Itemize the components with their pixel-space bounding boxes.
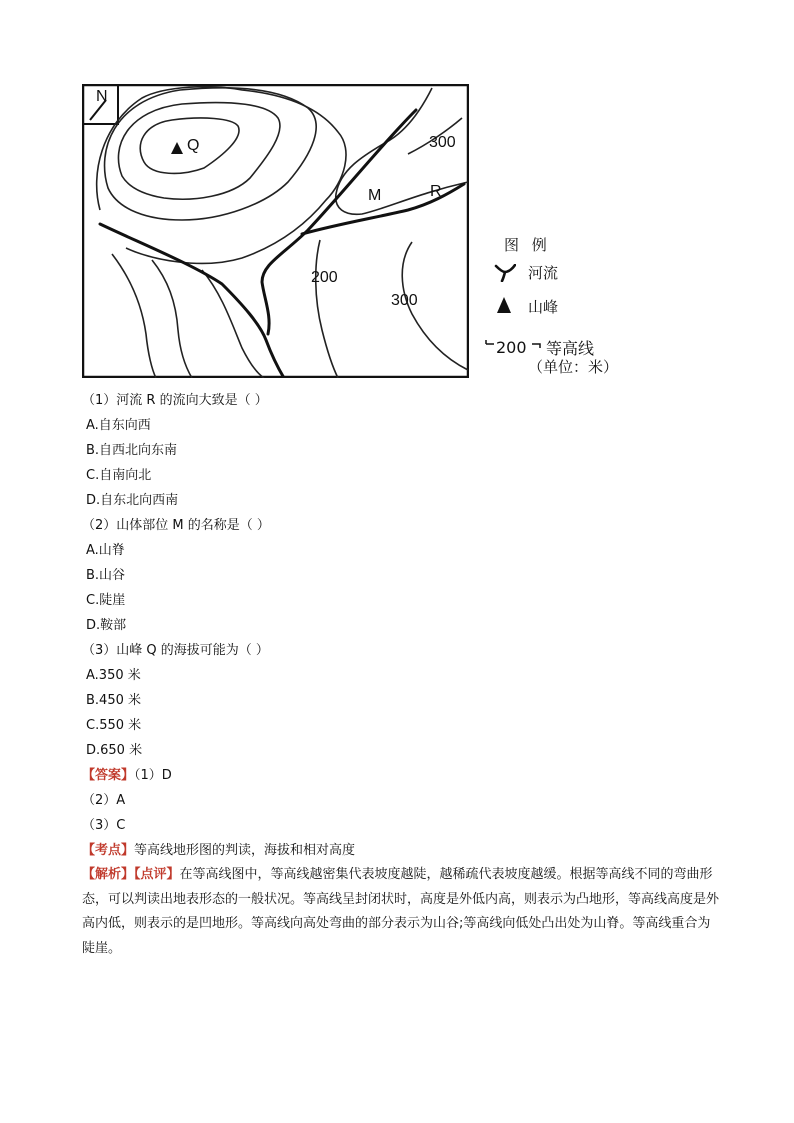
legend-contour-label: 等高线 xyxy=(546,339,595,358)
contour-value-300-bottom: 300 xyxy=(391,292,418,309)
question-content xyxy=(82,388,722,961)
north-label: N xyxy=(96,88,108,105)
option: B.自西北向东南 xyxy=(86,443,178,458)
answer-line xyxy=(82,763,722,788)
answer-first: （1）D xyxy=(134,768,172,783)
option: B.山谷 xyxy=(86,568,126,583)
question-stem: （2）山体部位 M 的名称是（ ） xyxy=(82,518,270,533)
point-line xyxy=(82,838,722,863)
option: D.鞍部 xyxy=(86,618,127,633)
legend-unit: （单位：米） xyxy=(528,358,619,376)
contour-map xyxy=(82,84,469,378)
legend-title: 图 例 xyxy=(504,236,551,254)
option: D.自东北向西南 xyxy=(86,493,179,508)
peak-symbol-icon xyxy=(496,296,512,314)
map-legend xyxy=(484,228,644,388)
answer-2: （2）A xyxy=(82,793,126,808)
option: A.山脊 xyxy=(86,543,125,558)
point-text: 等高线地形图的判读，海拔和相对高度 xyxy=(134,843,356,858)
legend-contour-value: 200 xyxy=(496,338,527,357)
r-label: R xyxy=(430,183,442,200)
review-tag: 【点评】 xyxy=(134,867,180,882)
m-label: M xyxy=(368,187,382,204)
answer-3: （3）C xyxy=(82,818,126,833)
question-stem: （3）山峰 Q 的海拔可能为（ ） xyxy=(82,643,269,658)
legend-river-label: 河流 xyxy=(528,264,559,282)
analysis-paragraph xyxy=(82,863,722,961)
option: B.450 米 xyxy=(86,693,141,708)
option: C.陡崖 xyxy=(86,593,126,608)
contour-value-300-top: 300 xyxy=(429,134,456,151)
answer-tag: 【答案】 xyxy=(82,768,135,783)
question-1 xyxy=(82,388,722,513)
option: A.350 米 xyxy=(86,668,141,683)
river-symbol-icon xyxy=(494,264,516,282)
question-3 xyxy=(82,638,722,763)
contour-symbol-left-icon xyxy=(484,336,496,350)
point-tag: 【考点】 xyxy=(82,843,135,858)
legend-peak-label: 山峰 xyxy=(528,298,559,316)
option: A.自东向西 xyxy=(86,418,151,433)
map-frame xyxy=(83,85,468,377)
peak-label: Q xyxy=(187,137,200,154)
question-2 xyxy=(82,513,722,638)
analysis-text: 在等高线图中，等高线越密集代表坡度越陡，越稀疏代表坡度越缓。根据等高线不同的弯曲形态，可以判读出地表形态的一般状况。等高线呈封闭状时，高度是外低内高，则表示为凸地形，等高线高度是外高内低，则表示的是凹地形。等高线向高处弯曲的部分表示为山谷;等高线向低处凸出处为山脊。等高线重合为陡崖。 xyxy=(82,867,720,956)
contour-symbol-right-icon xyxy=(530,336,542,350)
contour-value-200: 200 xyxy=(311,269,338,286)
option: C.550 米 xyxy=(86,718,142,733)
option: C.自南向北 xyxy=(86,468,152,483)
question-stem: （1）河流 R 的流向大致是（ ） xyxy=(82,393,268,408)
analysis-tag: 【解析】 xyxy=(82,867,135,882)
option: D.650 米 xyxy=(86,743,143,758)
